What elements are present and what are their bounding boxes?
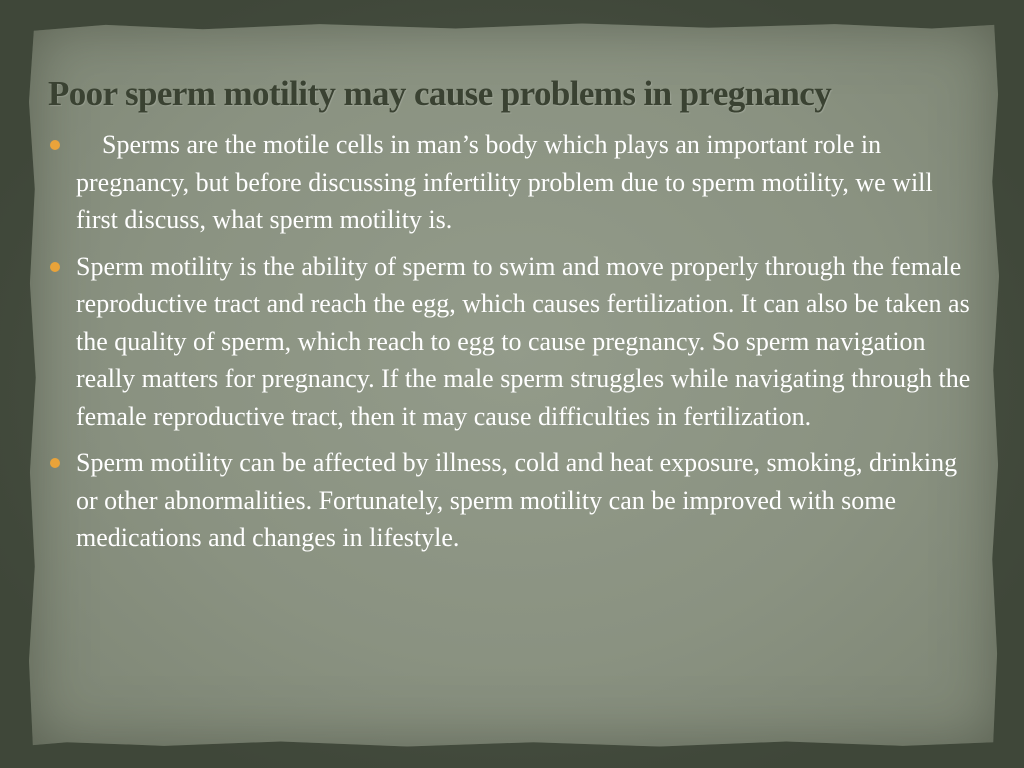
slide-title: Poor sperm motility may cause problems in pregnancy: [48, 74, 832, 113]
bullet-text-2: Sperm motility is the ability of sperm to swim and move properly through the female reproductive tract and reach the egg, which causes fertilization. It can also be taken as the quality of sperm, which reach to egg to cause pregnancy. So sperm navigation really matters for pregnancy. If the male sperm struggles while navigating through the female reproductive tract, then it may cause difficulties in fertilization.: [76, 251, 971, 431]
bullet-text-3: Sperm motility can be affected by illness, cold and heat exposure, smoking, drinking or other abnormalities. Fortunately, sperm motility can be improved with some medications and changes in lifestyle.: [76, 448, 958, 552]
bullet-text-1: Sperms are the motile cells in man’s body which plays an important role in pregnancy, but before discussing infertility problem due to sperm motility, we will first discuss, what sperm motility is.: [76, 130, 933, 234]
bullet-dot-icon: [50, 140, 60, 150]
bullet-list: [44, 126, 980, 566]
bullet-item-2: [44, 248, 980, 436]
bullet-dot-icon: [50, 262, 60, 272]
bullet-item-1: [44, 126, 980, 239]
bullet-dot-icon: [50, 458, 60, 468]
bullet-item-3: [44, 444, 980, 557]
